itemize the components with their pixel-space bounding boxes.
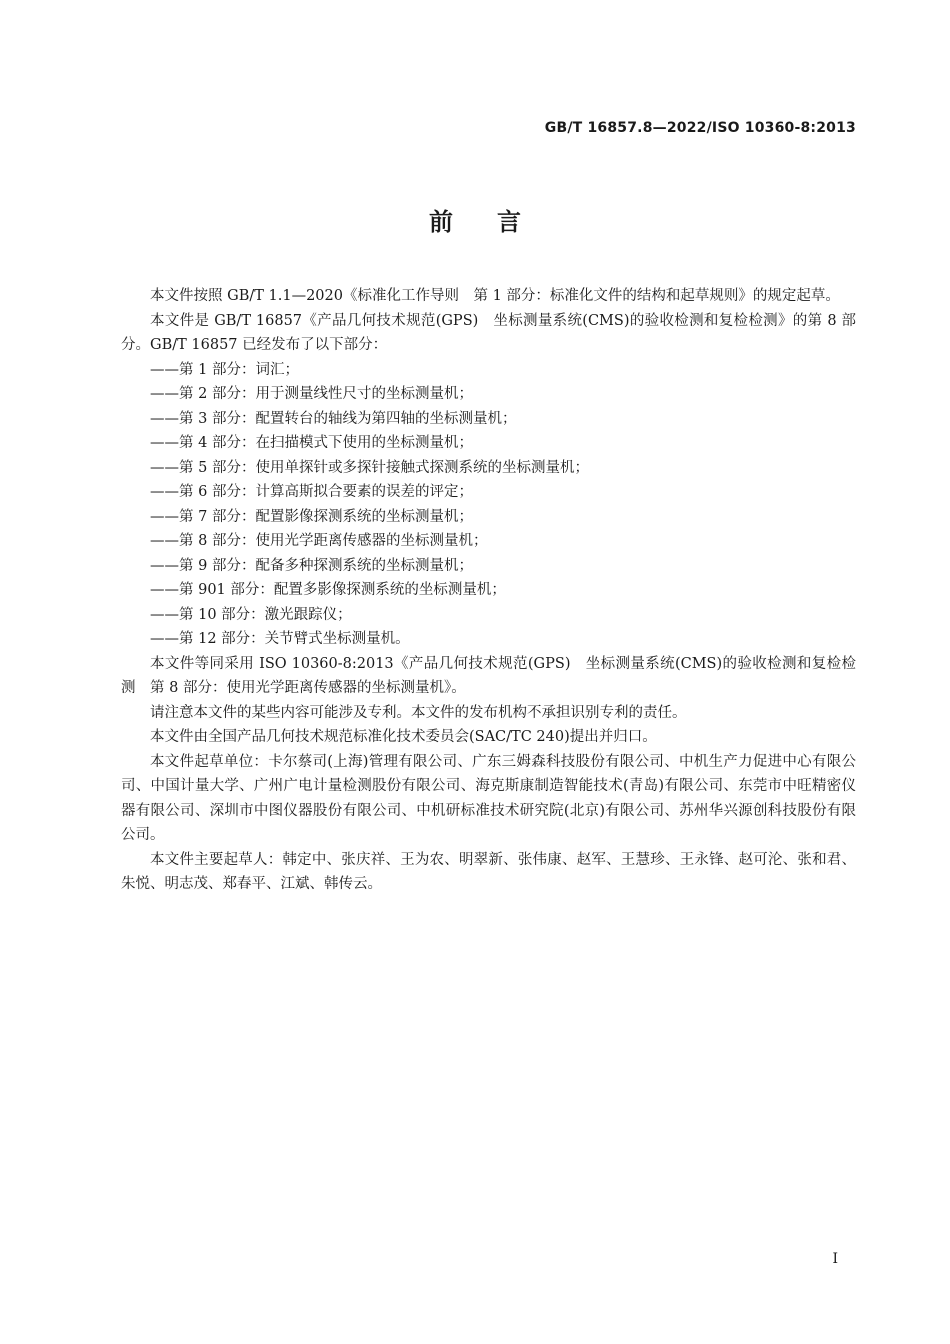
page-number: I [832,1251,838,1267]
list-item: ——第 10 部分：激光跟踪仪； [150,606,352,623]
list-item: ——第 5 部分：使用单探针或多探针接触式探测系统的坐标测量机； [150,459,589,476]
standard-number: GB/T 16857.8—2022/ISO 10360-8:2013 [544,120,856,136]
page-title: 前言 [429,208,565,236]
foreword-body [121,284,856,897]
list-item: ——第 4 部分：在扫描模式下使用的坐标测量机； [150,435,473,451]
paragraph-patent-notice: 请注意本文件的某些内容可能涉及专利。本文件的发布机构不承担识别专利的责任。 [150,704,687,721]
list-item: ——第 9 部分：配备多种探测系统的坐标测量机； [150,557,473,574]
paragraph-series-overview: 本文件是 GB/T 16857《产品几何技术规范(GPS) 坐标测量系统(CMS)的验收检测和复检检测》的第 8 部分。GB/T 16857 已经发布了以下部分： [121,312,856,353]
list-item: ——第 3 部分：配置转台的轴线为第四轴的坐标测量机； [150,410,517,427]
list-item: ——第 7 部分：配置影像探测系统的坐标测量机； [150,508,473,525]
list-item: ——第 901 部分：配置多影像探测系统的坐标测量机； [150,582,506,598]
paragraph-committee: 本文件由全国产品几何技术规范标准化技术委员会(SAC/TC 240)提出并归口。 [150,729,657,745]
list-item: ——第 12 部分：关节臂式坐标测量机。 [150,631,410,647]
list-item: ——第 6 部分：计算高斯拟合要素的误差的评定； [150,484,473,500]
parts-list [121,358,856,652]
list-item: ——第 2 部分：用于测量线性尺寸的坐标测量机； [150,386,473,402]
paragraph-drafting-units: 本文件起草单位：卡尔蔡司(上海)管理有限公司、广东三姆森科技股份有限公司、中机生产力促进中心有限公司、中国计量大学、广州广电计量检测股份有限公司、海克斯康制造智能技术(青岛)有限公司、东莞市中旺精密仪器有限公司、深圳市中图仪器股份有限公司、中机研标准技术研究院(北京)有限公司、苏州华兴源创科技股份有限公司。 [121,753,856,843]
paragraph-drafting-rules: 本文件按照 GB/T 1.1—2020《标准化工作导则 第 1 部分：标准化文件的结构和起草规则》的规定起草。 [150,288,840,304]
list-item: ——第 8 部分：使用光学距离传感器的坐标测量机； [150,533,488,549]
list-item: ——第 1 部分：词汇； [150,361,299,378]
paragraph-iso-adoption: 本文件等同采用 ISO 10360-8:2013《产品几何技术规范(GPS) 坐标测量系统(CMS)的验收检测和复检检测 第 8 部分：使用光学距离传感器的坐标测量机》。 [121,655,856,696]
paragraph-drafters: 本文件主要起草人：韩定中、张庆祥、王为农、明翠新、张伟康、赵军、王慧珍、王永锋、赵可沦、张和君、朱悦、明志茂、郑春平、江斌、韩传云。 [121,851,856,892]
